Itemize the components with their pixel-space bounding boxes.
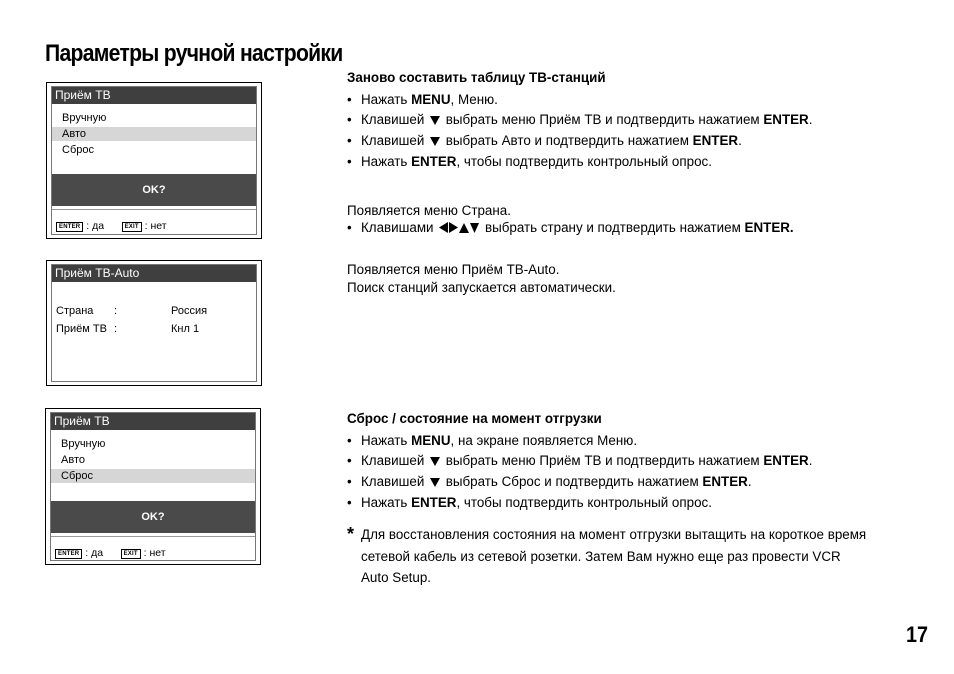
section-heading-rebuild: Заново составить таблицу ТВ-станций xyxy=(347,70,606,85)
confirm-prompt: OK? xyxy=(51,501,255,533)
step-select-tv: • Клавишей выбрать меню Приём ТВ и подтвердить нажатием ENTER. xyxy=(347,112,813,127)
step-select-reset: • Клавишей выбрать Сброс и подтвердить нажатием ENTER. xyxy=(347,474,752,489)
page-number: 17 xyxy=(906,622,929,647)
step-select-tv: • Клавишей выбрать меню Приём ТВ и подтвердить нажатием ENTER. xyxy=(347,453,813,468)
step-select-auto: • Клавишей выбрать Авто и подтвердить нажатием ENTER. xyxy=(347,133,742,148)
key-legend xyxy=(56,219,167,233)
note-line: сетевой кабель из сетевой розетки. Затем Вам нужно еще раз провести VCR xyxy=(361,548,841,564)
country-label: Страна xyxy=(56,305,94,317)
country-menu-note: Появляется меню Страна. xyxy=(347,203,511,218)
note-line: Auto Setup. xyxy=(361,570,431,585)
menu-item-manual[interactable]: Вручную xyxy=(61,438,106,450)
menu-item-reset[interactable]: Сброс xyxy=(62,144,94,156)
down-arrow-icon xyxy=(430,457,440,466)
auto-menu-note: Появляется меню Приём ТВ-Auto. xyxy=(347,262,560,277)
menu-item-manual[interactable]: Вручную xyxy=(62,112,107,124)
screen-header: Приём ТВ xyxy=(52,87,256,104)
exit-key-icon: EXIT xyxy=(121,549,141,559)
confirm-prompt: OK? xyxy=(52,174,256,206)
auto-search-note: Поиск станций запускается автоматически. xyxy=(347,280,616,295)
menu-item-auto[interactable]: Авто xyxy=(61,454,85,466)
note-asterisk: * xyxy=(347,524,355,544)
channel-sep: : xyxy=(114,323,118,335)
section-heading-reset: Сброс / состояние на момент отгрузки xyxy=(347,411,602,426)
step-select-country: • Клавишами выбрать страну и подтвердить нажатием ENTER. xyxy=(347,220,794,235)
divider xyxy=(52,209,256,210)
screen-header: Приём ТВ-Auto xyxy=(52,265,256,282)
step-confirm: • Нажать ENTER, чтобы подтвердить контрольный опрос. xyxy=(347,154,712,169)
step-press-menu: • Нажать MENU, Меню. xyxy=(347,92,498,107)
down-arrow-icon xyxy=(430,137,440,146)
exit-key-icon: EXIT xyxy=(122,222,142,232)
tv-menu-screen-auto xyxy=(46,82,262,239)
channel-label: Приём ТВ xyxy=(56,323,107,335)
yes-label: : да xyxy=(85,547,104,559)
country-sep: : xyxy=(114,305,118,317)
enter-key-icon: ENTER xyxy=(56,222,83,232)
no-label: : нет xyxy=(143,547,166,559)
screen-header: Приём ТВ xyxy=(51,413,255,430)
menu-item-auto[interactable]: Авто xyxy=(52,127,256,141)
step-press-menu: • Нажать MENU, на экране появляется Меню. xyxy=(347,433,638,448)
country-value: Россия xyxy=(171,305,208,317)
down-arrow-icon xyxy=(430,478,440,487)
step-confirm: • Нажать ENTER, чтобы подтвердить контрольный опрос. xyxy=(347,495,712,510)
menu-item-reset[interactable]: Сброс xyxy=(51,469,255,483)
note-line: Для восстановления состояния на момент отгрузки вытащить на короткое время xyxy=(361,527,867,542)
tv-auto-screen xyxy=(46,260,262,386)
divider xyxy=(51,536,255,537)
down-arrow-icon xyxy=(430,116,440,125)
channel-value: Кнл 1 xyxy=(171,323,200,335)
yes-label: : да xyxy=(86,220,105,232)
tv-menu-screen-reset xyxy=(45,408,261,565)
enter-key-icon: ENTER xyxy=(55,549,82,559)
page-title: Параметры ручной настройки xyxy=(45,40,343,67)
navigation-arrows-icon xyxy=(439,222,479,233)
key-legend xyxy=(55,546,166,560)
no-label: : нет xyxy=(144,220,167,232)
reset-note xyxy=(347,524,927,589)
